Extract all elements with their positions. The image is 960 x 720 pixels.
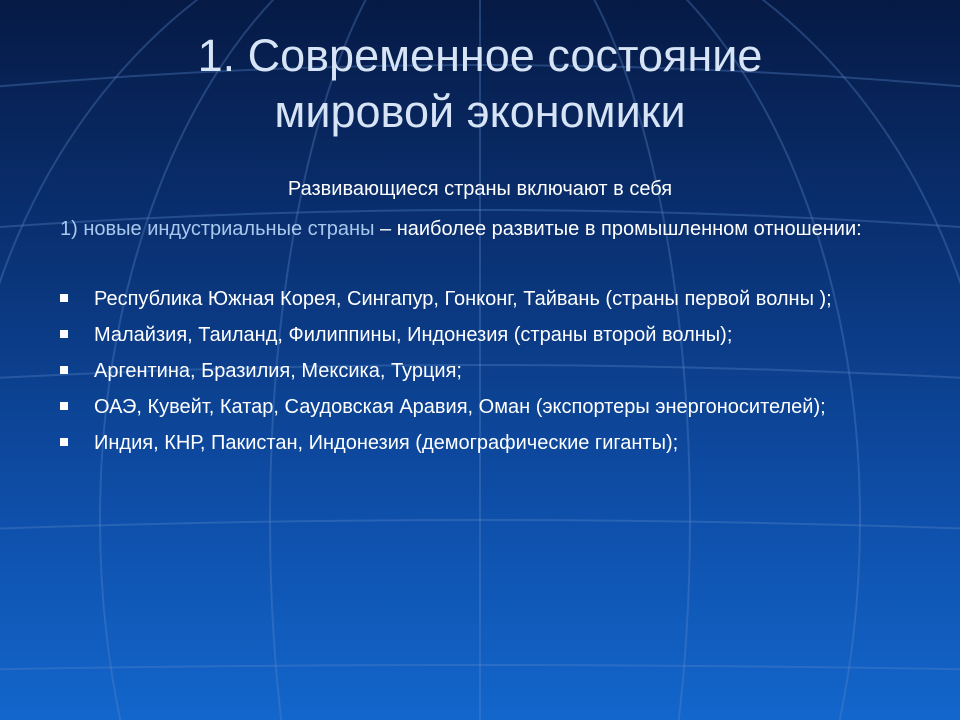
list-item (60, 430, 920, 456)
bullet-square-icon (60, 294, 68, 302)
bullet-square-icon (60, 438, 68, 446)
intro-highlight: 1) новые индустриальные страны (60, 218, 375, 240)
list-item (60, 322, 920, 348)
bullet-square-icon (60, 330, 68, 338)
bullet-square-icon (60, 402, 68, 410)
slide-title (40, 28, 920, 140)
title-line-2: мировой экономики (274, 86, 686, 137)
bullet-text: ОАЭ, Кувейт, Катар, Саудовская Аравия, Оман (экспортеры энергоносителей); (94, 396, 826, 418)
slide-subtitle: Развивающиеся страны включают в себя (287, 178, 673, 200)
bullet-text: Малайзия, Таиланд, Филиппины, Индонезия (страны второй волны); (94, 324, 733, 346)
intro-rest: – наиболее развитые в промышленном отношении: (374, 218, 862, 240)
list-item (60, 394, 920, 420)
bullet-text: Республика Южная Корея, Сингапур, Гонконг, Тайвань (страны первой волны ); (94, 288, 832, 310)
list-item (60, 286, 920, 312)
bullet-text: Аргентина, Бразилия, Мексика, Турция; (94, 360, 462, 382)
bullet-text: Индия, КНР, Пакистан, Индонезия (демографические гиганты); (94, 432, 679, 454)
bullet-square-icon (60, 366, 68, 374)
bullet-list (60, 286, 920, 466)
intro-paragraph (60, 216, 894, 242)
list-item (60, 358, 920, 384)
title-line-1: 1. Современное состояние (197, 30, 763, 81)
